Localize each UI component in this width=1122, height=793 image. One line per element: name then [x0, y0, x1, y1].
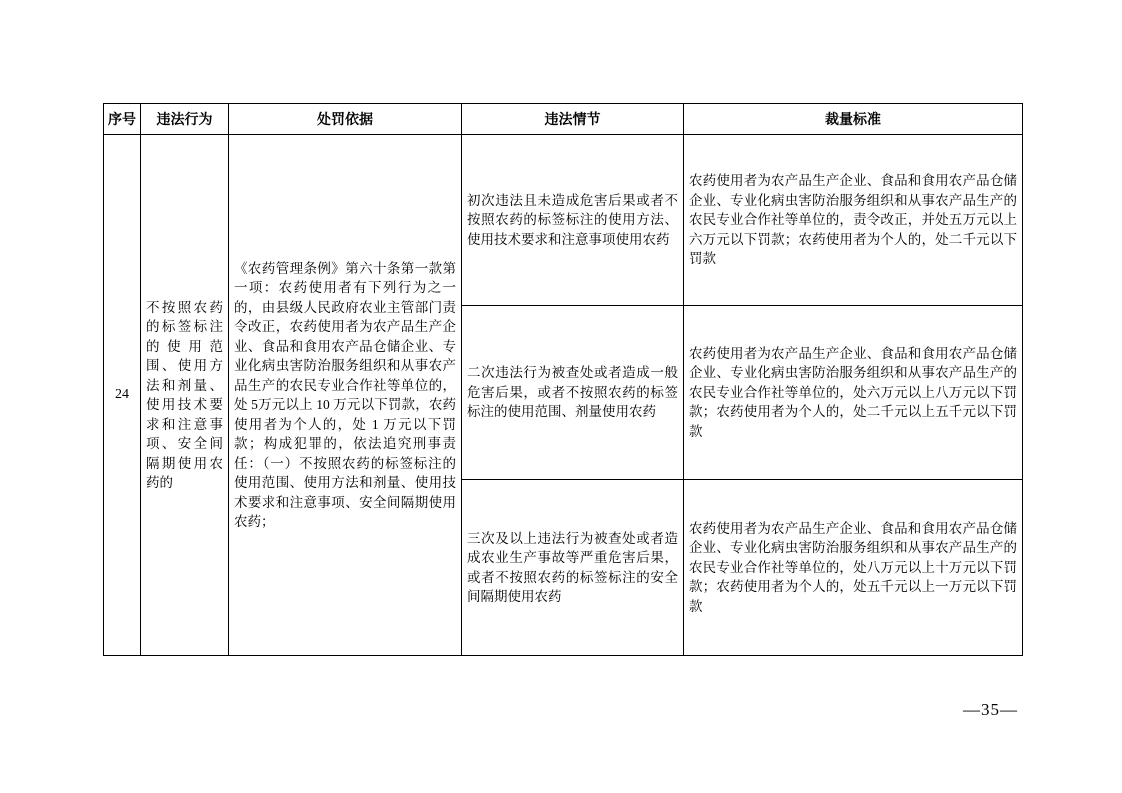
header-serial	[104, 104, 141, 135]
standard-cell-2	[684, 306, 1023, 480]
basis-text: 《农药管理条例》第六十条第一款第一项：农药使用者有下列行为之一的，由县级人民政府农业主管部门责令改正，农药使用者为农产品生产企业、食品和食用农产品仓储企业、专业化病虫害防治服务组织和从事农产品生产的农民专业合作社等单位的，处 5万元以上 10 万元以下罚款，农药使用者为个人的，处 1 万元以下罚款；构成犯罪的，依法追究刑事责任：（一）不按照农药的标签标注的使用范围、使用方法和剂量、使用技术要求和注意事项、安全间隔期使用农药；	[234, 260, 456, 529]
circumstance-cell-2	[462, 306, 684, 480]
header-standard-label: 裁量标准	[825, 111, 881, 127]
standard-cell-3	[684, 480, 1023, 656]
header-serial-label: 序号	[108, 111, 136, 127]
header-standard	[684, 104, 1023, 135]
page-number: —35—	[963, 700, 1018, 719]
basis-cell	[229, 135, 462, 656]
circumstance-text-3: 三次及以上违法行为被查处或者造成农业生产事故等严重危害后果，或者不按照农药的标签标注的安全间隔期使用农药	[467, 530, 678, 604]
circumstance-text-2: 二次违法行为被查处或者造成一般危害后果，或者不按照农药的标签标注的使用范围、剂量使用农药	[467, 365, 678, 420]
header-basis	[229, 104, 462, 135]
standard-text-2: 农药使用者为农产品生产企业、食品和食用农产品仓储企业、专业化病虫害防治服务组织和从事农产品生产的农民专业合作社等单位的，处六万元以上八万元以下罚款；农药使用者为个人的，处二千元以上五千元以下罚款	[689, 345, 1017, 439]
circumstance-cell-1	[462, 135, 684, 306]
serial-number: 24	[115, 387, 129, 402]
circumstance-cell-3	[462, 480, 684, 656]
header-basis-label: 处罚依据	[317, 111, 373, 127]
behavior-cell	[141, 135, 229, 656]
penalty-table	[103, 103, 1023, 656]
header-circumstance	[462, 104, 684, 135]
header-behavior-label: 违法行为	[156, 111, 213, 127]
standard-cell-1	[684, 135, 1023, 306]
circumstance-text-1: 初次违法且未造成危害后果或者不按照农药的标签标注的使用方法、使用技术要求和注意事项使用农药	[467, 192, 678, 247]
serial-cell	[104, 135, 141, 656]
behavior-text: 不按照农药的标签标注的使用范围、使用方法和剂量、使用技术要求和注意事项、安全间隔期使用农药的	[146, 299, 223, 490]
header-behavior	[141, 104, 229, 135]
standard-text-1: 农药使用者为农产品生产企业、食品和食用农产品仓储企业、专业化病虫害防治服务组织和从事农产品生产的农民专业合作社等单位的，责令改正，并处五万元以上六万元以下罚款；农药使用者为个人的，处二千元以下罚款	[689, 173, 1017, 267]
header-circumstance-label: 违法情节	[544, 111, 601, 127]
standard-text-3: 农药使用者为农产品生产企业、食品和食用农产品仓储企业、专业化病虫害防治服务组织和从事农产品生产的农民专业合作社等单位的，处八万元以上十万元以下罚款；农药使用者为个人的，处五千元以上一万元以下罚款	[689, 520, 1017, 614]
